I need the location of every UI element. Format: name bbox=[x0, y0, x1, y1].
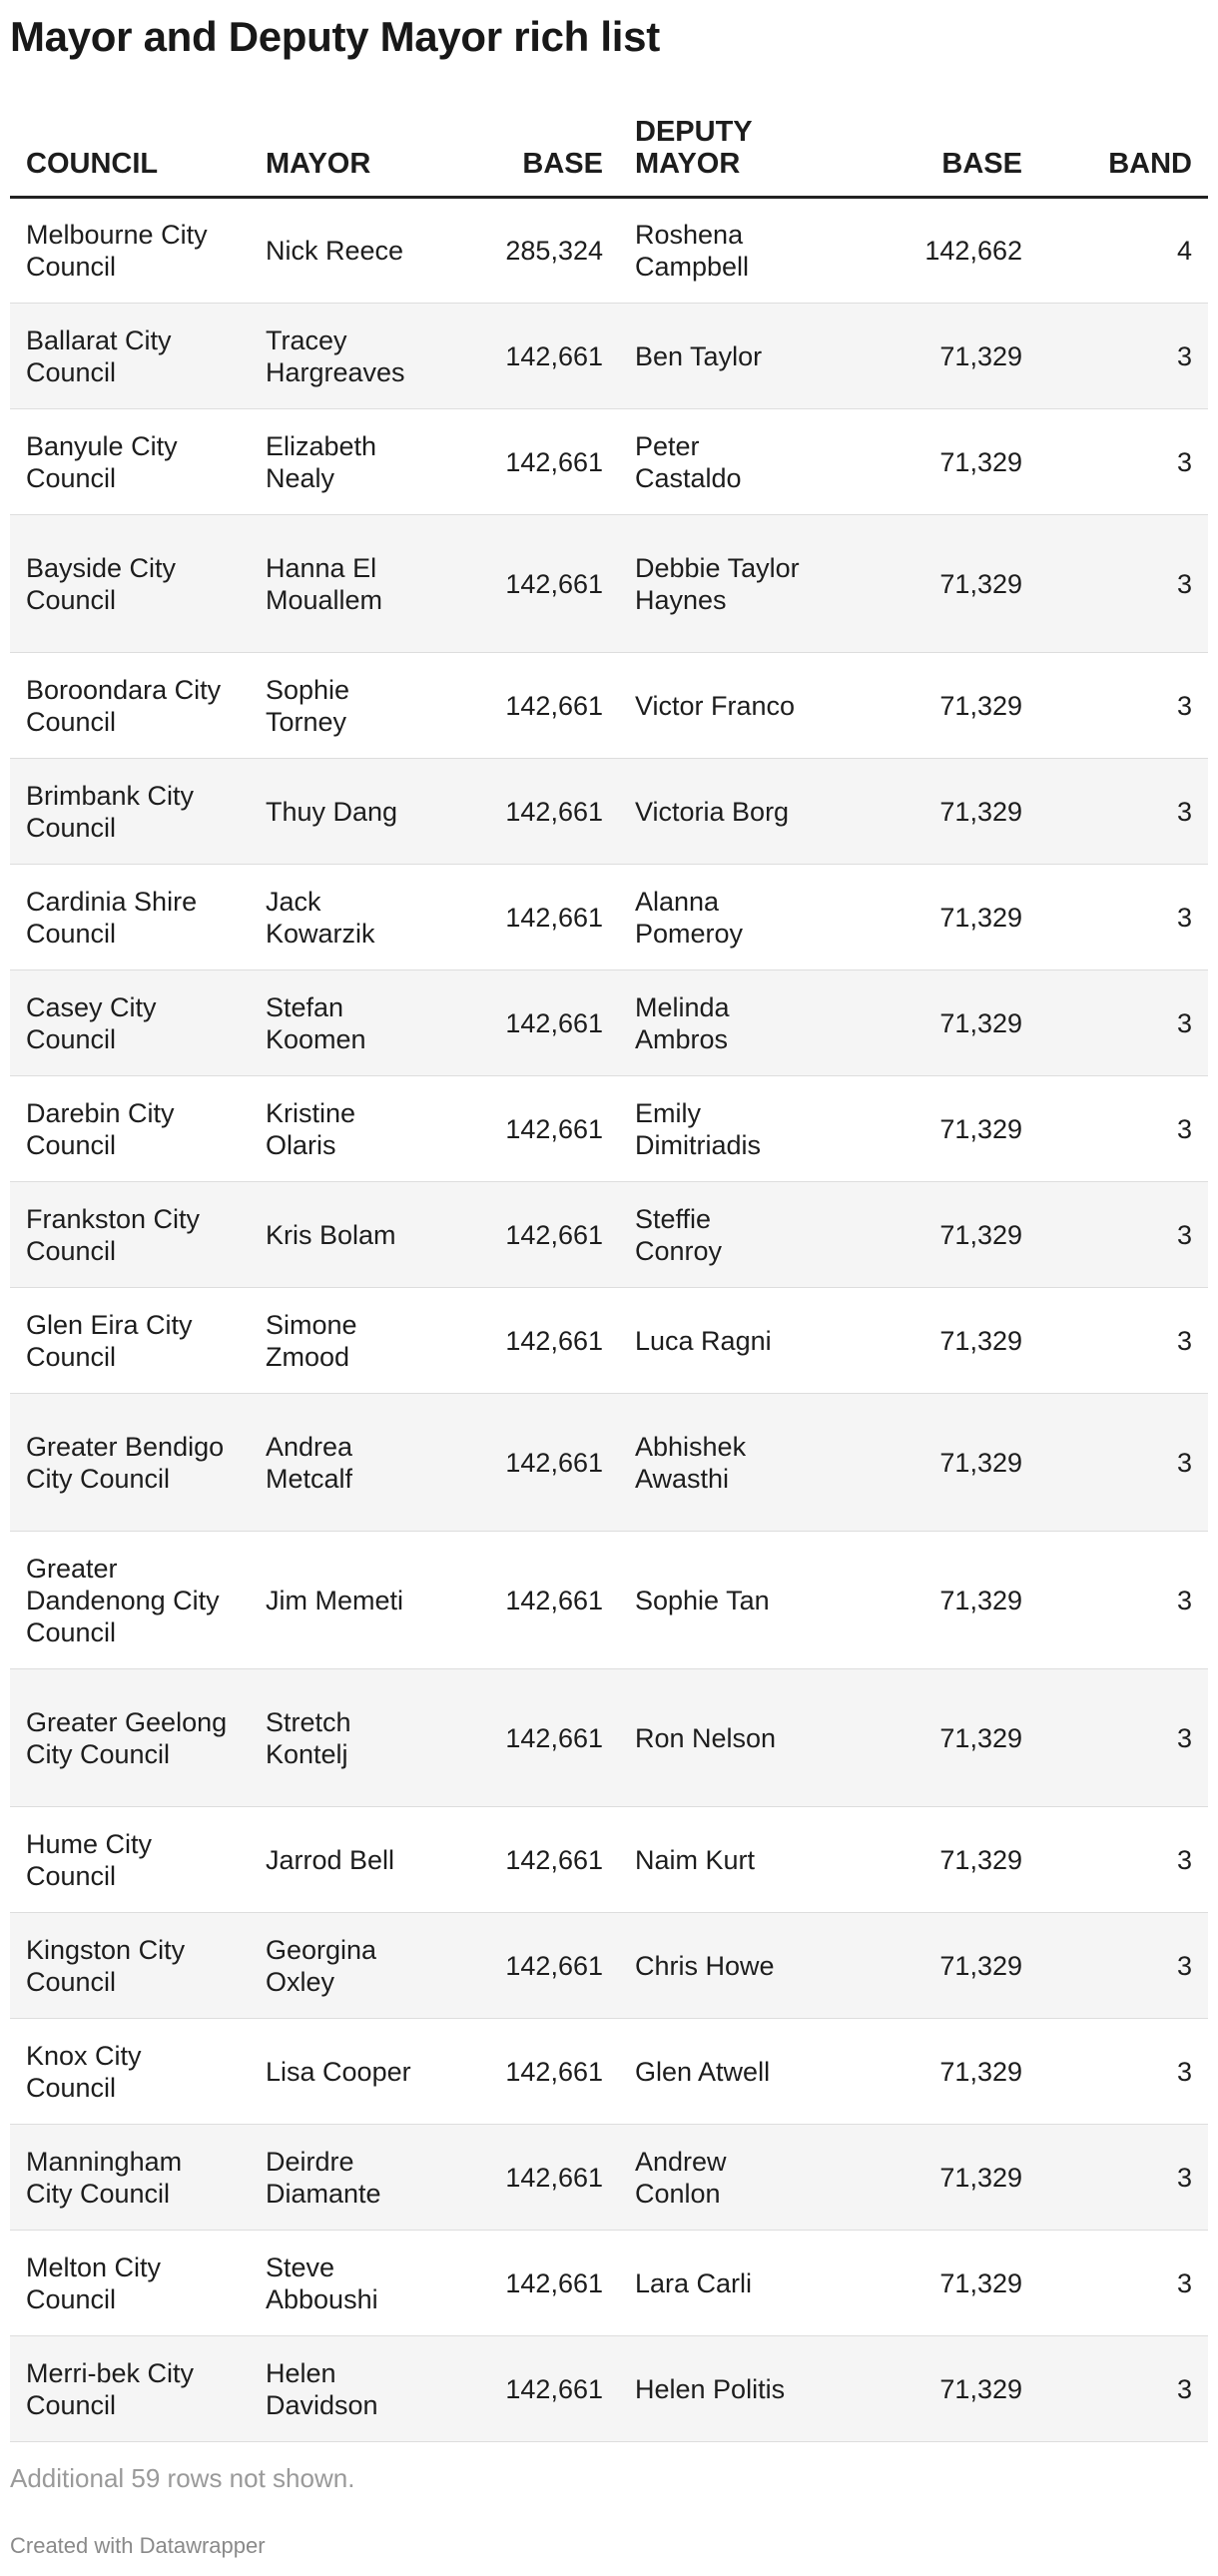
cell-council: Boroondara City Council bbox=[10, 653, 250, 759]
cell-council: Greater Dandenong City Council bbox=[10, 1532, 250, 1669]
table-row bbox=[10, 1532, 1208, 1669]
cell-base-mayor: 142,661 bbox=[449, 1182, 619, 1288]
cell-band: 3 bbox=[1038, 2231, 1208, 2336]
cell-base-deputy: 71,329 bbox=[819, 1532, 1038, 1669]
cell-council: Ballarat City Council bbox=[10, 304, 250, 409]
cell-council: Melbourne City Council bbox=[10, 198, 250, 304]
cell-deputy-mayor: Naim Kurt bbox=[619, 1807, 819, 1913]
cell-mayor: Kris Bolam bbox=[250, 1182, 449, 1288]
cell-council: Frankston City Council bbox=[10, 1182, 250, 1288]
cell-base-deputy: 71,329 bbox=[819, 1669, 1038, 1807]
cell-mayor: Nick Reece bbox=[250, 198, 449, 304]
cell-council: Hume City Council bbox=[10, 1807, 250, 1913]
table-body bbox=[10, 198, 1208, 2442]
table-row bbox=[10, 759, 1208, 865]
cell-base-deputy: 71,329 bbox=[819, 1394, 1038, 1532]
cell-mayor: Thuy Dang bbox=[250, 759, 449, 865]
cell-council: Glen Eira City Council bbox=[10, 1288, 250, 1394]
table-row bbox=[10, 1182, 1208, 1288]
cell-mayor: Georgina Oxley bbox=[250, 1913, 449, 2019]
cell-mayor: Simone Zmood bbox=[250, 1288, 449, 1394]
cell-base-deputy: 71,329 bbox=[819, 2019, 1038, 2125]
table-row bbox=[10, 2019, 1208, 2125]
cell-deputy-mayor: Victor Franco bbox=[619, 653, 819, 759]
deputy-header-line2: MAYOR bbox=[635, 148, 741, 180]
cell-deputy-mayor: Alanna Pomeroy bbox=[619, 865, 819, 970]
cell-mayor: Jarrod Bell bbox=[250, 1807, 449, 1913]
table-row bbox=[10, 1913, 1208, 2019]
cell-band: 3 bbox=[1038, 1288, 1208, 1394]
cell-base-deputy: 71,329 bbox=[819, 1288, 1038, 1394]
cell-base-mayor: 142,661 bbox=[449, 1076, 619, 1182]
cell-council: Kingston City Council bbox=[10, 1913, 250, 2019]
footer-note: Additional 59 rows not shown. bbox=[10, 2463, 355, 2493]
table-header bbox=[10, 116, 1208, 198]
table-row bbox=[10, 865, 1208, 970]
table-row bbox=[10, 2231, 1208, 2336]
cell-council: Melton City Council bbox=[10, 2231, 250, 2336]
table-row bbox=[10, 409, 1208, 515]
cell-deputy-mayor: Peter Castaldo bbox=[619, 409, 819, 515]
column-header-base-mayor[interactable]: BASE bbox=[449, 116, 619, 198]
table-row bbox=[10, 1669, 1208, 1807]
column-header-deputy-mayor[interactable] bbox=[619, 116, 819, 198]
cell-council: Banyule City Council bbox=[10, 409, 250, 515]
table-row bbox=[10, 653, 1208, 759]
cell-base-mayor: 285,324 bbox=[449, 198, 619, 304]
cell-band: 3 bbox=[1038, 1669, 1208, 1807]
cell-council: Greater Geelong City Council bbox=[10, 1669, 250, 1807]
rich-list-table bbox=[10, 116, 1208, 2442]
cell-base-deputy: 71,329 bbox=[819, 1182, 1038, 1288]
cell-base-deputy: 71,329 bbox=[819, 759, 1038, 865]
cell-mayor: Jack Kowarzik bbox=[250, 865, 449, 970]
cell-base-deputy: 71,329 bbox=[819, 2231, 1038, 2336]
table-row bbox=[10, 198, 1208, 304]
cell-council: Knox City Council bbox=[10, 2019, 250, 2125]
table-row bbox=[10, 2336, 1208, 2442]
cell-base-mayor: 142,661 bbox=[449, 2336, 619, 2442]
cell-council: Cardinia Shire Council bbox=[10, 865, 250, 970]
cell-band: 3 bbox=[1038, 759, 1208, 865]
cell-base-deputy: 71,329 bbox=[819, 2336, 1038, 2442]
column-header-band[interactable]: BAND bbox=[1038, 116, 1208, 198]
cell-band: 3 bbox=[1038, 2336, 1208, 2442]
table-row bbox=[10, 1076, 1208, 1182]
cell-base-deputy: 71,329 bbox=[819, 2125, 1038, 2231]
cell-base-mayor: 142,661 bbox=[449, 304, 619, 409]
cell-base-mayor: 142,661 bbox=[449, 970, 619, 1076]
cell-mayor: Lisa Cooper bbox=[250, 2019, 449, 2125]
cell-mayor: Hanna El Mouallem bbox=[250, 515, 449, 653]
cell-council: Merri-bek City Council bbox=[10, 2336, 250, 2442]
table-row bbox=[10, 1394, 1208, 1532]
cell-band: 3 bbox=[1038, 1807, 1208, 1913]
cell-deputy-mayor: Chris Howe bbox=[619, 1913, 819, 2019]
cell-base-deputy: 71,329 bbox=[819, 1913, 1038, 2019]
cell-band: 3 bbox=[1038, 653, 1208, 759]
cell-mayor: Sophie Torney bbox=[250, 653, 449, 759]
cell-mayor: Stefan Koomen bbox=[250, 970, 449, 1076]
table-row bbox=[10, 1288, 1208, 1394]
cell-mayor: Elizabeth Nealy bbox=[250, 409, 449, 515]
table-row bbox=[10, 970, 1208, 1076]
cell-base-deputy: 142,662 bbox=[819, 198, 1038, 304]
column-header-mayor[interactable]: MAYOR bbox=[250, 116, 449, 198]
credit-line: Created with Datawrapper bbox=[10, 2533, 266, 2558]
cell-band: 4 bbox=[1038, 198, 1208, 304]
cell-mayor: Stretch Kontelj bbox=[250, 1669, 449, 1807]
cell-band: 3 bbox=[1038, 1394, 1208, 1532]
cell-council: Brimbank City Council bbox=[10, 759, 250, 865]
cell-base-mayor: 142,661 bbox=[449, 2019, 619, 2125]
cell-base-mayor: 142,661 bbox=[449, 653, 619, 759]
cell-base-mayor: 142,661 bbox=[449, 515, 619, 653]
cell-base-mayor: 142,661 bbox=[449, 2231, 619, 2336]
cell-deputy-mayor: Andrew Conlon bbox=[619, 2125, 819, 2231]
cell-deputy-mayor: Ben Taylor bbox=[619, 304, 819, 409]
table-row bbox=[10, 2125, 1208, 2231]
cell-base-deputy: 71,329 bbox=[819, 970, 1038, 1076]
cell-base-mayor: 142,661 bbox=[449, 2125, 619, 2231]
cell-deputy-mayor: Glen Atwell bbox=[619, 2019, 819, 2125]
table-row bbox=[10, 304, 1208, 409]
deputy-header-line1: DEPUTY bbox=[635, 116, 753, 148]
cell-deputy-mayor: Lara Carli bbox=[619, 2231, 819, 2336]
cell-band: 3 bbox=[1038, 1913, 1208, 2019]
cell-band: 3 bbox=[1038, 1076, 1208, 1182]
cell-deputy-mayor: Luca Ragni bbox=[619, 1288, 819, 1394]
cell-base-deputy: 71,329 bbox=[819, 865, 1038, 970]
cell-band: 3 bbox=[1038, 1182, 1208, 1288]
cell-base-mayor: 142,661 bbox=[449, 865, 619, 970]
cell-council: Darebin City Council bbox=[10, 1076, 250, 1182]
cell-base-deputy: 71,329 bbox=[819, 653, 1038, 759]
cell-band: 3 bbox=[1038, 2019, 1208, 2125]
cell-mayor: Steve Abboushi bbox=[250, 2231, 449, 2336]
cell-deputy-mayor: Helen Politis bbox=[619, 2336, 819, 2442]
cell-base-mayor: 142,661 bbox=[449, 409, 619, 515]
cell-base-mayor: 142,661 bbox=[449, 1394, 619, 1532]
cell-base-mayor: 142,661 bbox=[449, 1288, 619, 1394]
cell-band: 3 bbox=[1038, 970, 1208, 1076]
cell-deputy-mayor: Sophie Tan bbox=[619, 1532, 819, 1669]
cell-mayor: Helen Davidson bbox=[250, 2336, 449, 2442]
cell-band: 3 bbox=[1038, 2125, 1208, 2231]
page-title: Mayor and Deputy Mayor rich list bbox=[10, 13, 660, 60]
cell-band: 3 bbox=[1038, 1532, 1208, 1669]
cell-council: Bayside City Council bbox=[10, 515, 250, 653]
cell-council: Casey City Council bbox=[10, 970, 250, 1076]
cell-council: Manningham City Council bbox=[10, 2125, 250, 2231]
cell-base-deputy: 71,329 bbox=[819, 1807, 1038, 1913]
cell-deputy-mayor: Victoria Borg bbox=[619, 759, 819, 865]
cell-base-mayor: 142,661 bbox=[449, 759, 619, 865]
cell-base-mayor: 142,661 bbox=[449, 1532, 619, 1669]
cell-council: Greater Bendigo City Council bbox=[10, 1394, 250, 1532]
cell-base-mayor: 142,661 bbox=[449, 1669, 619, 1807]
cell-band: 3 bbox=[1038, 304, 1208, 409]
cell-deputy-mayor: Emily Dimitriadis bbox=[619, 1076, 819, 1182]
cell-mayor: Tracey Hargreaves bbox=[250, 304, 449, 409]
cell-base-mayor: 142,661 bbox=[449, 1913, 619, 2019]
cell-base-deputy: 71,329 bbox=[819, 409, 1038, 515]
cell-mayor: Andrea Metcalf bbox=[250, 1394, 449, 1532]
cell-mayor: Kristine Olaris bbox=[250, 1076, 449, 1182]
cell-band: 3 bbox=[1038, 409, 1208, 515]
cell-mayor: Deirdre Diamante bbox=[250, 2125, 449, 2231]
cell-mayor: Jim Memeti bbox=[250, 1532, 449, 1669]
table-row bbox=[10, 1807, 1208, 1913]
table-row bbox=[10, 515, 1208, 653]
cell-deputy-mayor: Ron Nelson bbox=[619, 1669, 819, 1807]
cell-deputy-mayor: Roshena Campbell bbox=[619, 198, 819, 304]
cell-base-mayor: 142,661 bbox=[449, 1807, 619, 1913]
cell-band: 3 bbox=[1038, 865, 1208, 970]
cell-deputy-mayor: Debbie Taylor Haynes bbox=[619, 515, 819, 653]
cell-band: 3 bbox=[1038, 515, 1208, 653]
cell-deputy-mayor: Abhishek Awasthi bbox=[619, 1394, 819, 1532]
cell-base-deputy: 71,329 bbox=[819, 304, 1038, 409]
column-header-base-deputy[interactable]: BASE bbox=[819, 116, 1038, 198]
cell-base-deputy: 71,329 bbox=[819, 515, 1038, 653]
column-header-council[interactable]: COUNCIL bbox=[10, 116, 250, 198]
cell-deputy-mayor: Steffie Conroy bbox=[619, 1182, 819, 1288]
cell-base-deputy: 71,329 bbox=[819, 1076, 1038, 1182]
cell-deputy-mayor: Melinda Ambros bbox=[619, 970, 819, 1076]
